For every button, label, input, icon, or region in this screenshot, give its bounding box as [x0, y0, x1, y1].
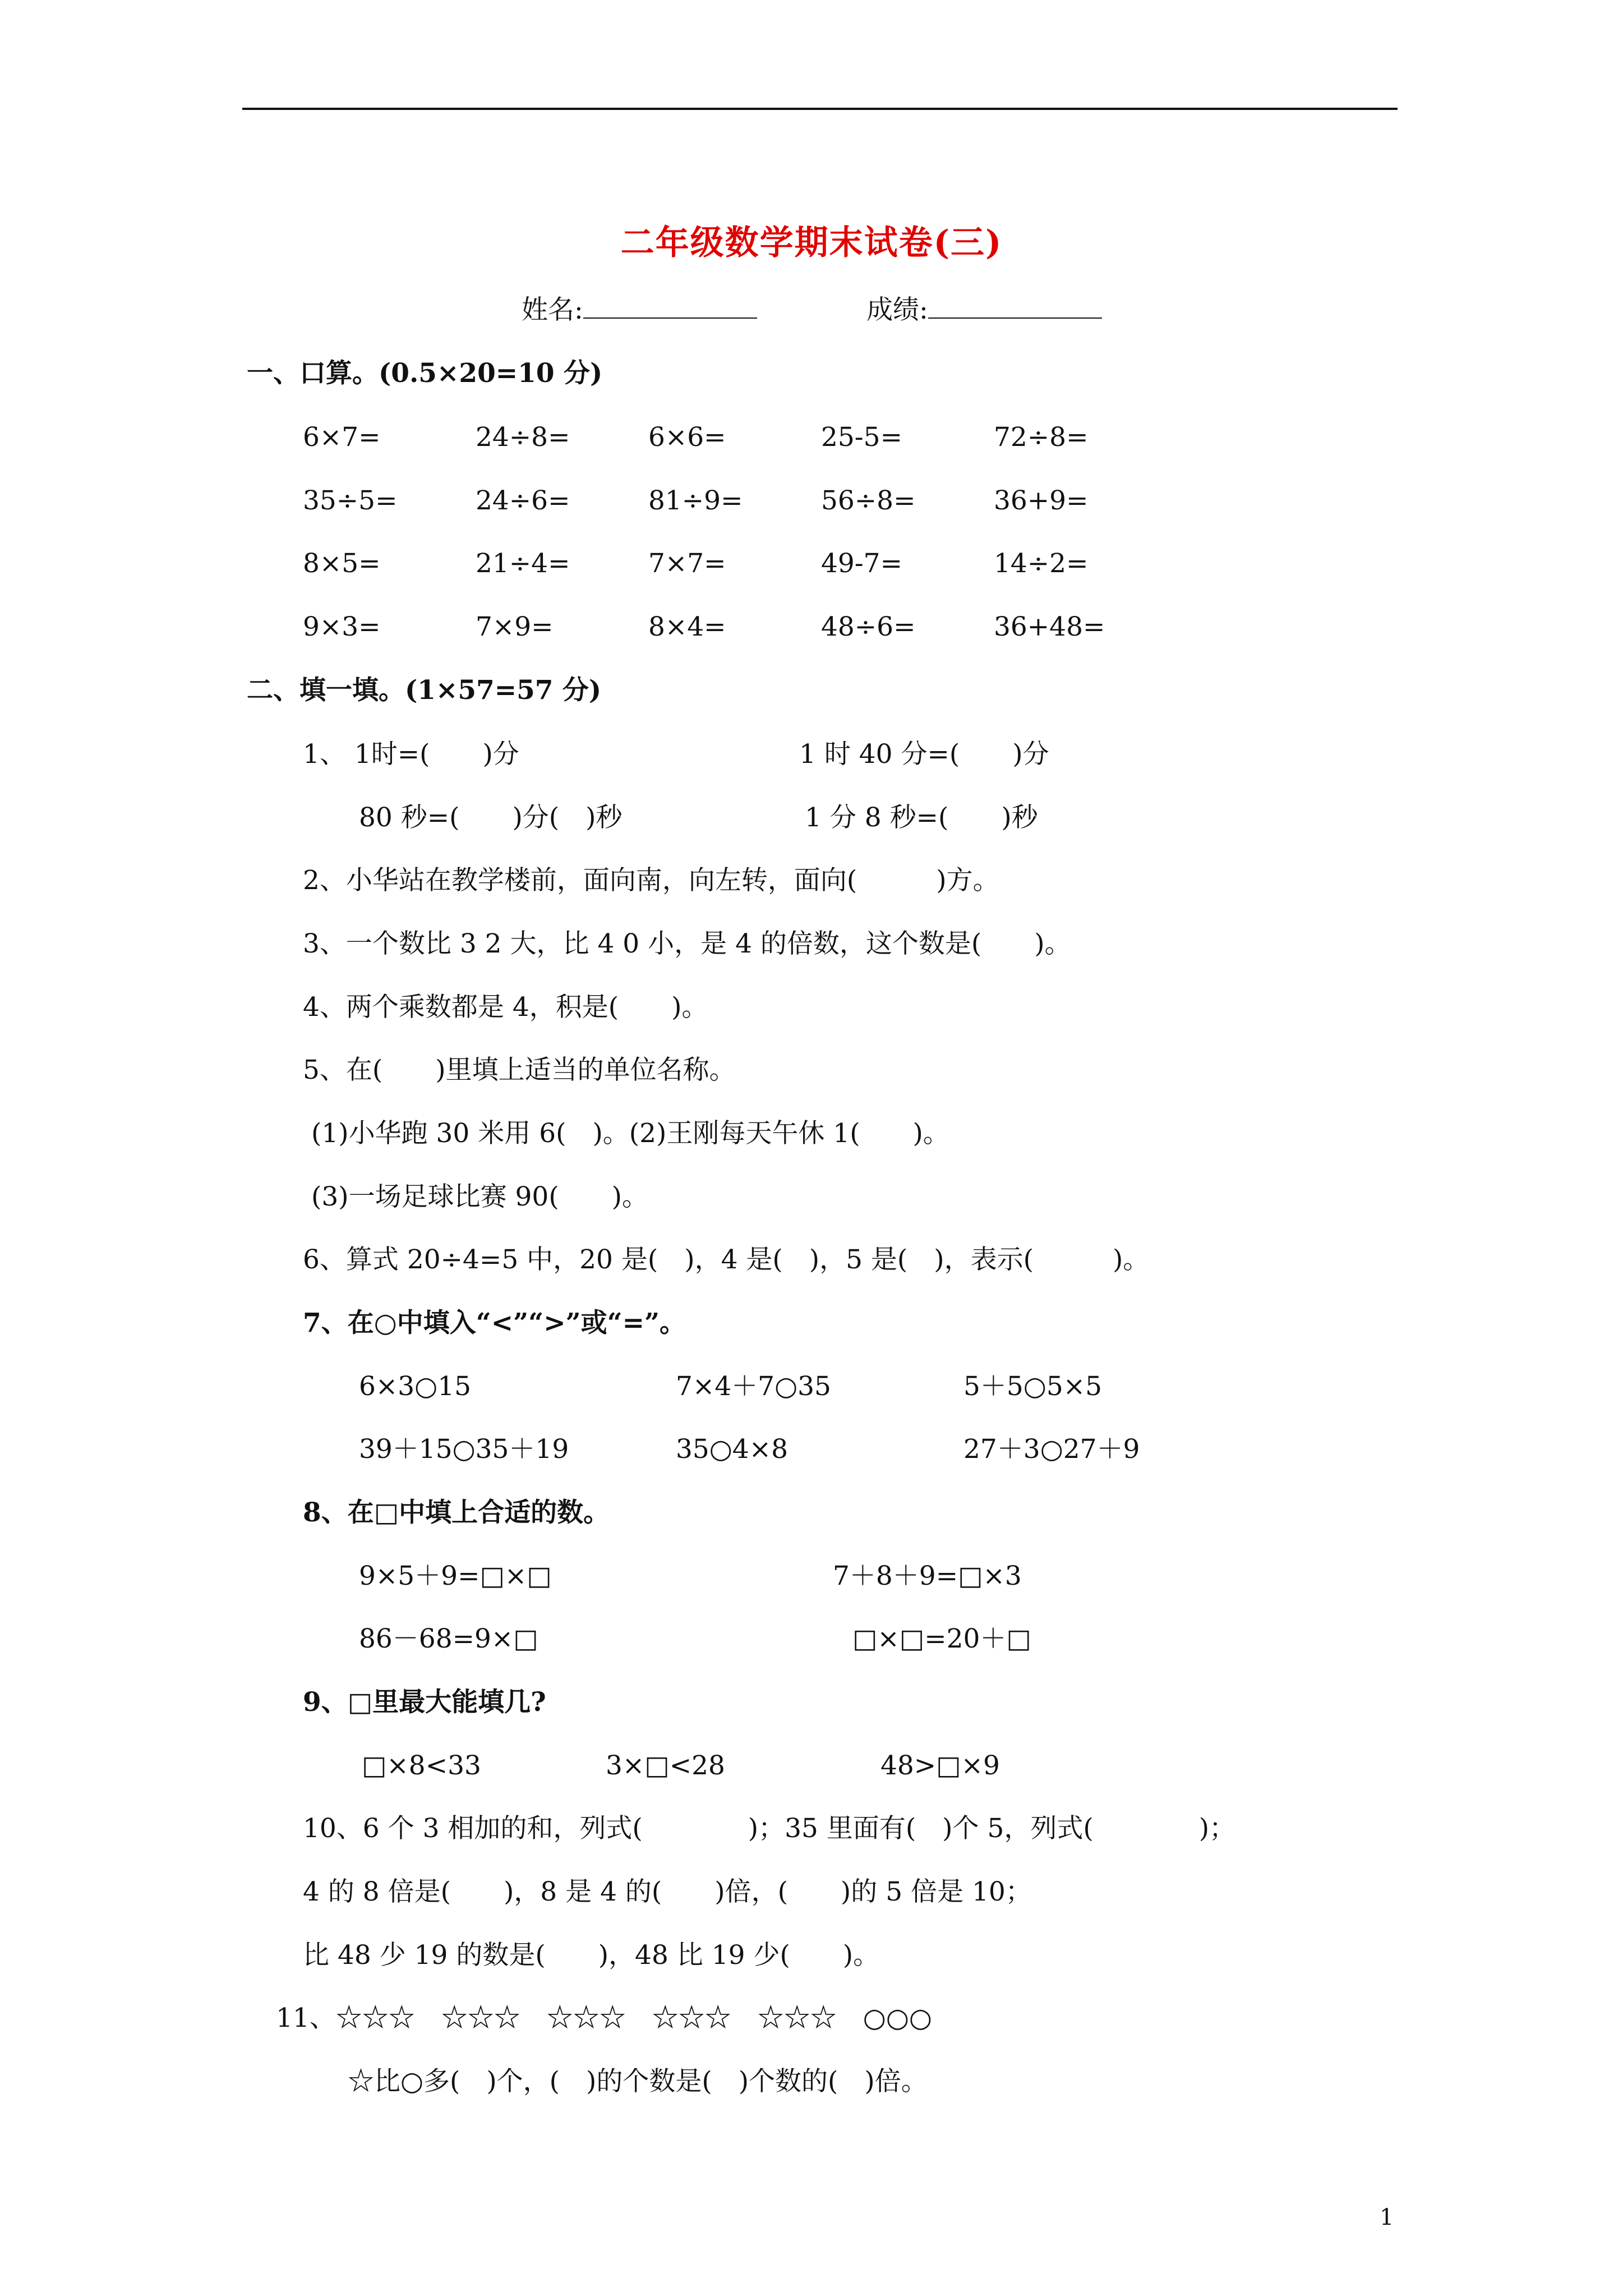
calc-item: 25-5=: [821, 422, 902, 453]
q5-part2: (3)一场足球比赛 90( )。: [311, 1181, 648, 1212]
fill-box-item: 9×5＋9=□×□: [359, 1561, 552, 1591]
calc-item: 35÷5=: [303, 485, 398, 516]
calc-item: 9×3=: [303, 611, 381, 642]
calc-item: 72÷8=: [994, 422, 1089, 453]
calc-item: 24÷8=: [476, 422, 570, 453]
compare-item: 5＋5○5×5: [963, 1371, 1103, 1402]
calc-item: 48÷6=: [821, 611, 916, 642]
calc-item: 24÷6=: [476, 485, 570, 516]
fill-box-item: □×□=20＋□: [852, 1623, 1031, 1654]
q11-question: ☆比○多( )个，( )的个数是( )个数的( )倍。: [348, 2066, 928, 2097]
calc-item: 49-7=: [821, 548, 902, 579]
name-field[interactable]: [522, 292, 757, 326]
calc-item: 6×6=: [648, 422, 726, 453]
q1-hour: 1、 1时=( )分: [303, 739, 519, 770]
max-digit-item: □×8<33: [362, 1750, 481, 1781]
score-label: 成绩:: [866, 295, 928, 325]
calc-item: 36+48=: [994, 611, 1105, 642]
score-blank[interactable]: [928, 292, 1102, 319]
q3: 3、一个数比 3 2 大，比 4 0 小，是 4 的倍数，这个数是( )。: [303, 928, 1071, 959]
calc-item: 81÷9=: [648, 485, 743, 516]
q10-line2: 4 的 8 倍是( )，8 是 4 的( )倍，( )的 5 倍是 10；: [303, 1876, 1032, 1907]
name-label: 姓名:: [522, 295, 583, 325]
compare-item: 39＋15○35＋19: [359, 1434, 569, 1465]
calc-item: 6×7=: [303, 422, 381, 453]
calc-item: 14÷2=: [994, 548, 1089, 579]
calc-item: 56÷8=: [821, 485, 916, 516]
section2-heading: 二、填一填。(1×57=57 分): [247, 675, 602, 706]
header-rule: [242, 108, 1398, 110]
max-digit-item: 48>□×9: [880, 1750, 1000, 1781]
q5-part1: (1)小华跑 30 米用 6( )。(2)王刚每天午休 1( )。: [311, 1118, 949, 1149]
calc-item: 7×9=: [476, 611, 554, 642]
q10-line3: 比 48 少 19 的数是( )，48 比 19 少( )。: [303, 1940, 880, 1971]
q4: 4、两个乘数都是 4，积是( )。: [303, 992, 708, 1023]
name-blank[interactable]: [583, 292, 757, 319]
calc-item: 8×5=: [303, 548, 381, 579]
q6: 6、算式 20÷4=5 中，20 是( )，4 是( )，5 是( )，表示( )。: [303, 1244, 1150, 1275]
compare-item: 35○4×8: [676, 1434, 789, 1465]
compare-item: 27＋3○27＋9: [963, 1434, 1140, 1465]
q1-hour-min: 1 时 40 分=( )分: [799, 739, 1049, 770]
compare-item: 6×3○15: [359, 1371, 472, 1402]
compare-item: 7×4＋7○35: [676, 1371, 831, 1402]
q8-heading: 8、在□中填上合适的数。: [303, 1497, 610, 1528]
page-number: 1: [1380, 2205, 1394, 2230]
q5: 5、在( )里填上适当的单位名称。: [303, 1055, 736, 1085]
fill-box-item: 86－68=9×□: [359, 1623, 538, 1654]
q2: 2、小华站在教学楼前，面向南，向左转，面向( )方。: [303, 865, 999, 896]
score-field[interactable]: [866, 292, 1102, 326]
q1-seconds: 80 秒=( )分( )秒: [359, 802, 623, 833]
section1-heading: 一、口算。(0.5×20=10 分): [247, 358, 603, 389]
q9-heading: 9、□里最大能填几?: [303, 1687, 546, 1718]
calc-item: 8×4=: [648, 611, 726, 642]
calc-item: 7×7=: [648, 548, 726, 579]
page-title: 二年级数学期末试卷(三): [620, 223, 1003, 263]
calc-item: 21÷4=: [476, 548, 570, 579]
fill-box-item: 7＋8＋9=□×3: [833, 1561, 1022, 1591]
q7-heading: 7、在○中填入“<”“>”或“=”。: [303, 1308, 686, 1338]
q10-line1: 10、6 个 3 相加的和，列式( )；35 里面有( )个 5，列式( )；: [303, 1813, 1236, 1844]
max-digit-item: 3×□<28: [606, 1750, 725, 1781]
q1-min-sec: 1 分 8 秒=( )秒: [805, 802, 1038, 833]
q11-shapes: 11、☆☆☆ ☆☆☆ ☆☆☆ ☆☆☆ ☆☆☆ ○○○: [276, 2003, 932, 2033]
calc-item: 36+9=: [994, 485, 1089, 516]
